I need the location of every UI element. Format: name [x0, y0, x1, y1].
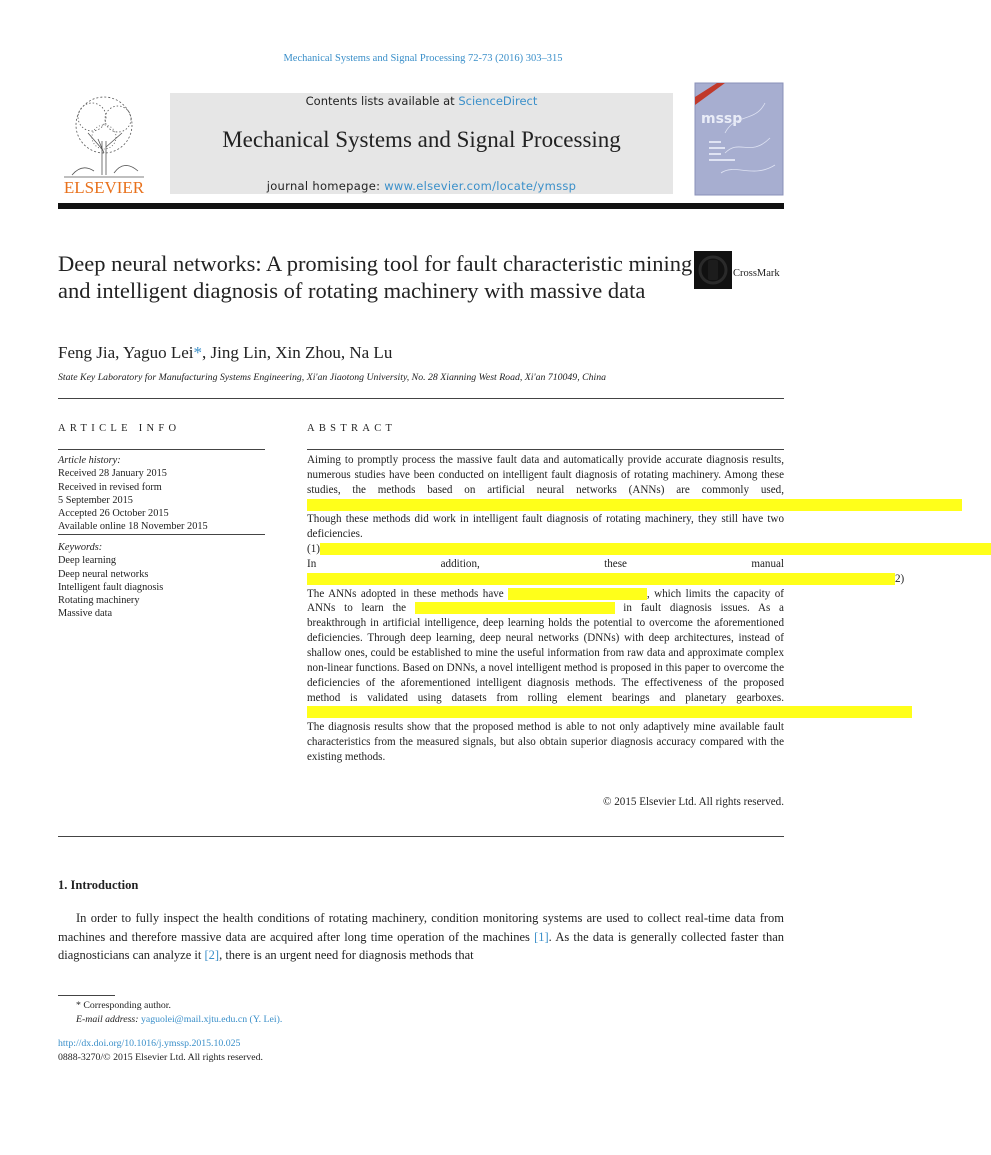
keyword: Intelligent fault diagnosis — [58, 581, 164, 593]
email-link[interactable]: yaguolei@mail.xjtu.edu.cn (Y. Lei). — [140, 1014, 283, 1025]
abstract-heading: ABSTRACT — [307, 423, 397, 434]
keyword: Deep neural networks — [58, 568, 149, 580]
publisher-name: ELSEVIER — [63, 178, 145, 197]
highlight-redaction — [307, 573, 895, 585]
divider — [58, 836, 784, 837]
history-label: Article history: — [58, 455, 121, 466]
abstract-copyright: © 2015 Elsevier Ltd. All rights reserved. — [603, 796, 784, 808]
footnote-rule — [58, 995, 115, 996]
cover-label: mssp — [701, 111, 743, 127]
citation-link[interactable]: [1] — [534, 929, 549, 944]
keywords — [58, 541, 265, 621]
keyword: Massive data — [58, 608, 113, 620]
tree-icon — [58, 93, 150, 195]
sciencedirect-link[interactable]: ScienceDirect — [458, 94, 538, 108]
highlight-redaction — [508, 588, 647, 600]
header-rule — [58, 203, 784, 209]
corresponding-author-mark[interactable]: * — [193, 343, 203, 362]
footnotes — [58, 999, 282, 1027]
keywords-label: Keywords: — [58, 542, 103, 553]
affiliation: State Key Laboratory for Manufacturing Systems Engineering, Xi'an Jiaotong University, No. 28 Xianning West Road, Xi'an 710049, China — [58, 372, 607, 383]
crossmark-label: CrossMark — [733, 268, 780, 279]
section-heading: 1. Introduction — [58, 878, 139, 892]
article-info-heading: ARTICLE INFO — [58, 423, 181, 434]
history-item: Received 28 January 2015 — [58, 468, 167, 480]
citation-link[interactable]: [2] — [204, 948, 220, 962]
highlight-redaction — [320, 543, 991, 555]
keyword: Rotating machinery — [58, 595, 140, 607]
divider — [58, 398, 784, 399]
divider — [58, 449, 265, 450]
doi-block — [58, 1037, 263, 1065]
highlight-redaction — [415, 602, 615, 614]
highlight-redaction — [307, 499, 962, 511]
abstract-body: Aiming to promptly process the massive fault data and automatically provide accurate diagnosis results, numerous studies have been conducted on intelligent fault diagnosis of rotating machinery. Among these studies, the methods based on artificial neural networks (ANNs) are commonly used, Though these methods did work in intelligent fault diagnosis of rotating machinery, they still have two deficiencies. (1) In addition, these manual 2) The ANNs adopted in these methods have , which limits the capacity of ANNs to learn the in fault diagnosis issues. As a breakthrough in artificial intelligence, deep learning holds the potential to overcome the aforementioned deficiencies. Through deep learning, deep neural networks (DNNs) with deep architectures, instead of shallow ones, could be established to mine the useful information from raw data and approximate complex non-linear functions. Based on DNNs, a novel intelligent method is proposed in this paper to overcome the deficiencies of the aforementioned intelligent diagnosis methods. The effectiveness of the proposed method is validated using datasets from rolling element bearings and planetary gearboxes. The diagnosis results show that the proposed method is able to not only adaptively mine available fault characteristics from the measured signals, but also obtain superior diagnosis accuracy compared with the existing methods. — [307, 453, 784, 765]
journal-cover — [695, 83, 783, 195]
history-item: Accepted 26 October 2015 — [58, 508, 169, 520]
journal-title: Mechanical Systems and Signal Processing — [222, 127, 621, 152]
homepage-link[interactable]: www.elsevier.com/locate/ymssp — [384, 179, 577, 193]
intro-paragraph: In order to fully inspect the health conditions of rotating machinery, condition monitoring systems are used to collect real-time data from machines and therefore massive data are acquired after long time operation of the machines [1]. As the data is generally collected faster than diagnosticians can analyze it [2], there is an urgent need for diagnosis methods that — [58, 911, 784, 962]
email-footnote: E-mail address: yaguolei@mail.xjtu.edu.cn (Y. Lei). — [76, 1014, 283, 1025]
history-item: Available online 18 November 2015 — [58, 521, 208, 533]
doi-link[interactable]: http://dx.doi.org/10.1016/j.ymssp.2015.10.025 — [58, 1038, 241, 1049]
crossmark-badge[interactable] — [694, 251, 784, 291]
keyword: Deep learning — [58, 555, 117, 567]
contents-line: Contents lists available at ScienceDirect — [305, 94, 538, 108]
divider — [58, 534, 265, 535]
homepage-line: journal homepage: www.elsevier.com/locate/ymssp — [266, 179, 577, 193]
history-item: 5 September 2015 — [58, 494, 133, 506]
highlight-redaction — [307, 706, 912, 718]
divider — [307, 449, 784, 450]
article-history — [58, 454, 265, 534]
journal-banner — [170, 93, 673, 194]
issn-line: 0888-3270/© 2015 Elsevier Ltd. All rights reserved. — [58, 1052, 263, 1063]
corresponding-footnote: * Corresponding author. — [76, 1000, 171, 1011]
paper-title: Deep neural networks: A promising tool for fault characteristic mining and intelligent diagnosis of rotating machinery with massive data — [58, 251, 693, 303]
journal-reference[interactable]: Mechanical Systems and Signal Processing 72-73 (2016) 303–315 — [283, 53, 563, 64]
author-list: Feng Jia, Yaguo Lei*, Jing Lin, Xin Zhou, Na Lu — [58, 343, 393, 362]
history-item: Received in revised form — [58, 481, 162, 493]
elsevier-logo — [58, 93, 150, 195]
